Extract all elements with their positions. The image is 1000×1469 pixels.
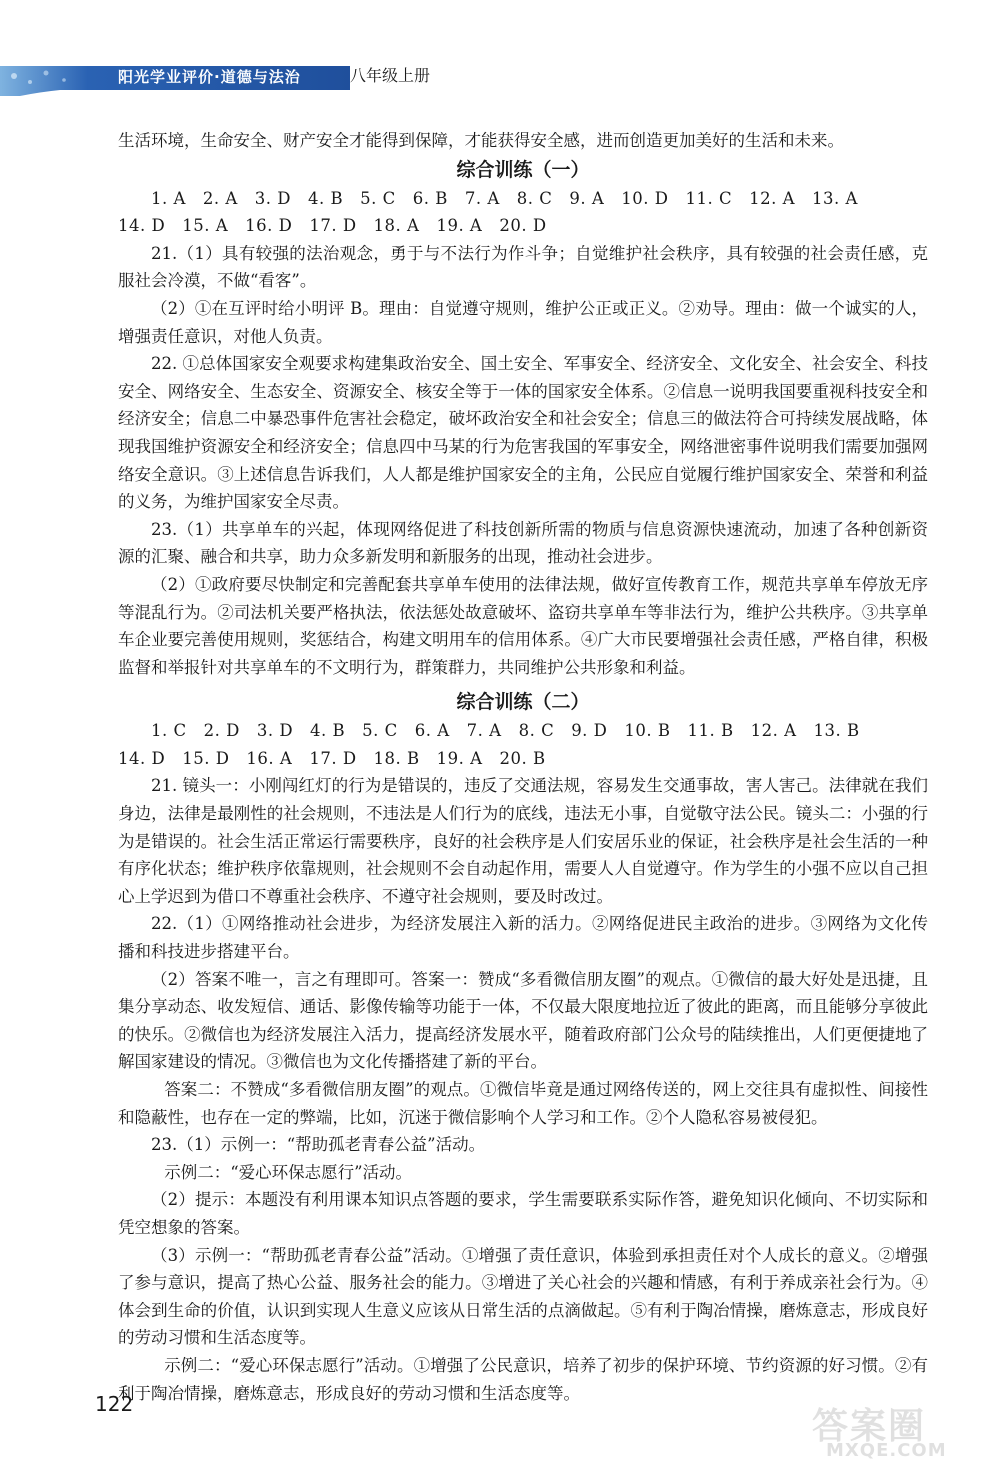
answer-paragraph: （2）①在互评时给小明评 B。理由：自觉遵守规则，维护公正或正义。②劝导。理由：做一个诚实的人，增强责任意识，对他人负责。 (118, 298, 928, 346)
section-title: 综合训练（一） (456, 158, 590, 181)
answer-paragraph: （2）①政府要尽快制定和完善配套共享单车使用的法律法规，做好宣传教育工作，规范共享单车停放无序等混乱行为。②司法机关要严格执法，依法惩处故意破坏、盗窃共享单车等非法行为，维护公共秩序。③共享单车企业要完善使用规则，奖惩结合，构建文明用车的信用体系。④广大市民要增强社会责任感，严格自律，积极监督和举报针对共享单车的不文明行为，群策群力，共同维护公共形象和利益。 (118, 574, 928, 677)
section-title: 综合训练（二） (456, 691, 590, 714)
choice-answers-line: 14. D 15. D 16. A 17. D 18. B 19. A 20. B (118, 748, 546, 768)
choice-answers-line: 14. D 15. A 16. D 17. D 18. A 19. A 20. D (118, 216, 547, 236)
answer-paragraph: （2）提示：本题没有利用课本知识点答题的要求，学生需要联系实际作答，避免知识化倾向、不切实际和凭空想象的答案。 (118, 1190, 928, 1237)
answer-content (118, 127, 928, 1407)
header-grade: 八年级上册 (350, 66, 431, 85)
answer-paragraph: 示例二：“爱心环保志愿行”活动。 (164, 1162, 413, 1182)
answer-paragraph: 21.（1）具有较强的法治观念，勇于与不法行为作斗争；自觉维护社会秩序，具有较强的社会责任感，克服社会冷漠，不做“看客”。 (118, 243, 928, 291)
answer-paragraph: 示例二：“爱心环保志愿行”活动。①增强了公民意识，培养了初步的保护环境、节约资源的好习惯。②有利于陶冶情操，磨炼意志，形成良好的劳动习惯和生活态度等。 (118, 1355, 928, 1403)
choice-answers-line: 1. C 2. D 3. D 4. B 5. C 6. A 7. A 8. C 9. D 10. B 11. B 12. A 13. B (151, 721, 860, 741)
answer-paragraph: 22. ①总体国家安全观要求构建集政治安全、国土安全、军事安全、经济安全、文化安全、社会安全、科技安全、网络安全、生态安全、资源安全、核安全等于一体的国家安全体系。②信息一说明我国要重视科技安全和经济安全；信息二中暴恐事件危害社会稳定，破坏政治安全和社会安全；信息三的做法符合可持续发展战略，体现我国维护资源安全和经济安全；信息四中马某的行为危害我国的军事安全，网络泄密事件说明我们需要加强网络安全意识。③上述信息告诉我们，人人都是维护国家安全的主角，公民应自觉履行维护国家安全、荣誉和利益的义务，为维护国家安全尽责。 (118, 354, 928, 512)
answer-paragraph: 23.（1）共享单车的兴起，体现网络促进了科技创新所需的物质与信息资源快速流动，加速了各种创新资源的汇聚、融合和共享，助力众多新发明和新服务的出现，推动社会进步。 (118, 519, 928, 567)
page-number: 122 (95, 1392, 134, 1416)
choice-answers-line: 1. A 2. A 3. D 4. B 5. C 6. B 7. A 8. C 9. A 10. D 11. C 12. A 13. A (151, 188, 858, 208)
answer-paragraph: 答案二：不赞成“多看微信朋友圈”的观点。①微信毕竟是通过网络传送的，网上交往具有虚拟性、间接性和隐蔽性，也存在一定的弊端，比如，沉迷于微信影响个人学习和工作。②个人隐私容易被侵犯。 (118, 1080, 928, 1127)
answer-paragraph: （2）答案不唯一，言之有理即可。答案一：赞成“多看微信朋友圈”的观点。①微信的最大好处是迅捷，且集分享动态、收发短信、通话、影像传输等功能于一体，不仅最大限度地拉近了彼此的距离，而且能够分享彼此的快乐。②微信也为经济发展注入活力，提高经济发展水平，随着政府部门公众号的陆续推出，人们更便捷地了解国家建设的情况。③微信也为文化传播搭建了新的平台。 (118, 969, 928, 1072)
header-series-title: 阳光学业评价·道德与法治 (118, 68, 301, 86)
answer-paragraph: 21. 镜头一：小刚闯红灯的行为是错误的，违反了交通法规，容易发生交通事故，害人害己。法律就在我们身边，法律是最刚性的社会规则，不违法是人们行为的底线，违法无小事，自觉敬守法公民。镜头二：小强的行为是错误的。社会生活正常运行需要秩序，良好的社会秩序是人们安居乐业的保证，社会秩序是社会生活的一种有序化状态；维护秩序依靠规则，社会规则不会自动起作用，需要人人自觉遵守。作为学生的小强不应以自己担心上学迟到为借口不尊重社会秩序、不遵守社会规则，要及时改过。 (118, 776, 928, 906)
answer-paragraph: 23.（1）示例一：“帮助孤老青春公益”活动。 (151, 1135, 486, 1155)
watermark-logo-text: 答案圈 (812, 1406, 927, 1447)
watermark-url: MXQE.COM (826, 1440, 947, 1461)
answer-paragraph: （3）示例一：“帮助孤老青春公益”活动。①增强了责任意识，体验到承担责任对个人成长的意义。②增强了参与意识，提高了热心公益、服务社会的能力。③增进了关心社会的兴趣和情感，有利于养成亲社会行为。④体会到生命的价值，认识到实现人生意义应该从日常生活的点滴做起。⑤有利于陶冶情操，磨炼意志，形成良好的劳动习惯和生活态度等。 (118, 1245, 928, 1348)
answer-paragraph: 22.（1）①网络推动社会进步，为经济发展注入新的活力。②网络促进民主政治的进步。③网络为文化传播和科技进步搭建平台。 (118, 914, 928, 962)
intro-line: 生活环境，生命安全、财产安全才能得到保障，才能获得安全感，进而创造更加美好的生活和未来。 (118, 131, 844, 150)
